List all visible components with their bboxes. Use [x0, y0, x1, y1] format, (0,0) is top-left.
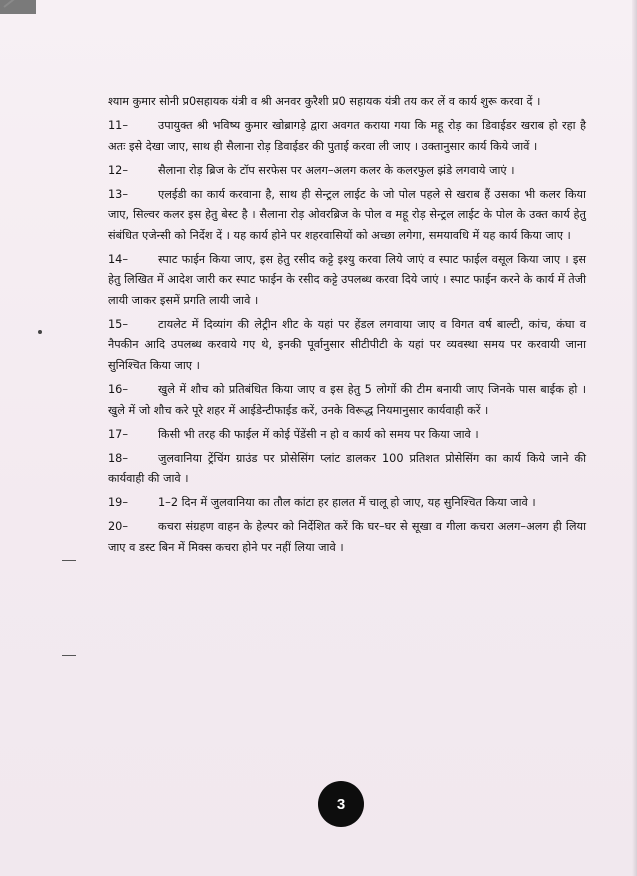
item-text: कचरा संग्रहण वाहन के हेल्पर को निर्देशित करें कि घर–घर से सूखा व गीला कचरा अलग–अलग ही लिया जाए व डस्ट बिन में मिक्स कचरा होने पर नहीं लिया जावे ।	[108, 520, 586, 554]
item-13	[108, 185, 586, 247]
item-text: 1–2 दिन में जुलवानिया का तौल कांटा हर हालत में चालू हो जाए, यह सुनिश्चित किया जावे ।	[158, 496, 536, 510]
item-11	[108, 116, 586, 157]
item-text: उपायुक्त श्री भविष्य कुमार खोब्रागड़े द्वारा अवगत कराया गया कि महू रोड़ का डिवाईडर खराब हो रहा है अतः इसे देखा जाए, साथ ही सैलाना रोड़ डिवाईडर की पुताई करवा ली जाए । उक्तानुसार कार्य किये जावें ।	[108, 118, 586, 153]
item-17	[108, 425, 586, 446]
margin-dash	[62, 655, 76, 656]
item-15	[108, 315, 586, 377]
item-number: 11–	[108, 118, 129, 132]
margin-dot	[38, 330, 42, 334]
item-number: 14–	[108, 252, 129, 266]
item-20	[108, 517, 586, 558]
item-12	[108, 161, 586, 182]
item-14	[108, 250, 586, 312]
margin-dash	[62, 560, 76, 561]
item-number: 20–	[108, 520, 129, 534]
item-number: 12–	[108, 163, 129, 177]
item-number: 13–	[108, 187, 129, 201]
item-text: एलईडी का कार्य करवाना है, साथ ही सेन्ट्रल लाईट के जो पोल पहले से खराब हैं उसका भी कलर किया जाए, सिल्वर कलर इस हेतु बेस्ट है । सैलाना रोड़ ओवरब्रिज के पोल व महू रोड़ सेन्ट्रल लाईट के पोल के उक्त कार्य हेतु संबंधित एजेन्सी को निर्देश दें । यह कार्य होने पर शहरवासियों को अच्छा लगेगा, समयावधि में यह कार्य किया जाए ।	[108, 187, 586, 242]
document-body	[108, 92, 586, 562]
item-text: खुले में शौच को प्रतिबंधित किया जाए व इस हेतु 5 लोगों की टीम बनायी जाए जिनके पास बाईक हो । खुले में जो शौच करे पूरे शहर में आईडेन्टीफाईड करें, उनके विरूद्ध नियमानुसार कार्यवाही करें ।	[108, 383, 586, 417]
item-number: 18–	[108, 451, 129, 465]
item-text: टायलेट में दिव्यांग की लेट्रीन शीट के यहां पर हेंडल लगवाया जाए व विगत वर्ष बाल्टी, कांच, कंघा व नैपकीन आदि उपलब्ध करवाये गए थे, इनकी पूर्वानुसार सीटीपीटी के यहां पर व्यवस्था समय पर करवायी जाना सुनिश्चित किया जाए ।	[108, 317, 586, 373]
item-text: किसी भी तरह की फाईल में कोई पेंडेंसी न हो व कार्य को समय पर किया जावे ।	[158, 427, 479, 441]
item-text: जुलवानिया ट्रेंचिंग ग्राउंड पर प्रोसेसिंग प्लांट डालकर 100 प्रतिशत प्रोसेसिंग का कार्य किये जाने की कार्यवाही की जावे ।	[108, 451, 586, 486]
item-number: 15–	[108, 317, 129, 331]
page-right-edge	[632, 0, 637, 876]
item-18	[108, 449, 586, 490]
item-number: 17–	[108, 427, 129, 441]
item-text: स्पाट फाईन किया जाए, इस हेतु रसीद कट्टे इश्यु करवा लिये जाएं व स्पाट फाईल वसूल किया जाए । इस हेतु लिखित में आदेश जारी कर स्पाट फाईन के रसीद कट्टे उपलब्ध करवा दिये जाएं । स्पाट फाईन करने के कार्य में तेजी लायी जाकर इसमें प्रगति लायी जावे ।	[108, 252, 586, 307]
item-text: सैलाना रोड़ ब्रिज के टॉप सरफेस पर अलग–अलग कलर के कलरफुल झंडे लगवाये जाएं ।	[158, 163, 515, 177]
item-number: 19–	[108, 496, 129, 510]
item-19	[108, 493, 586, 514]
item-16	[108, 380, 586, 421]
page-number-badge: 3	[318, 781, 364, 827]
item-number: 16–	[108, 383, 129, 397]
intro-paragraph: श्याम कुमार सोनी प्र0सहायक यंत्री व श्री अनवर कुरैशी प्र0 सहायक यंत्री तय कर लें व कार्य शुरू करवा दें ।	[108, 95, 541, 108]
